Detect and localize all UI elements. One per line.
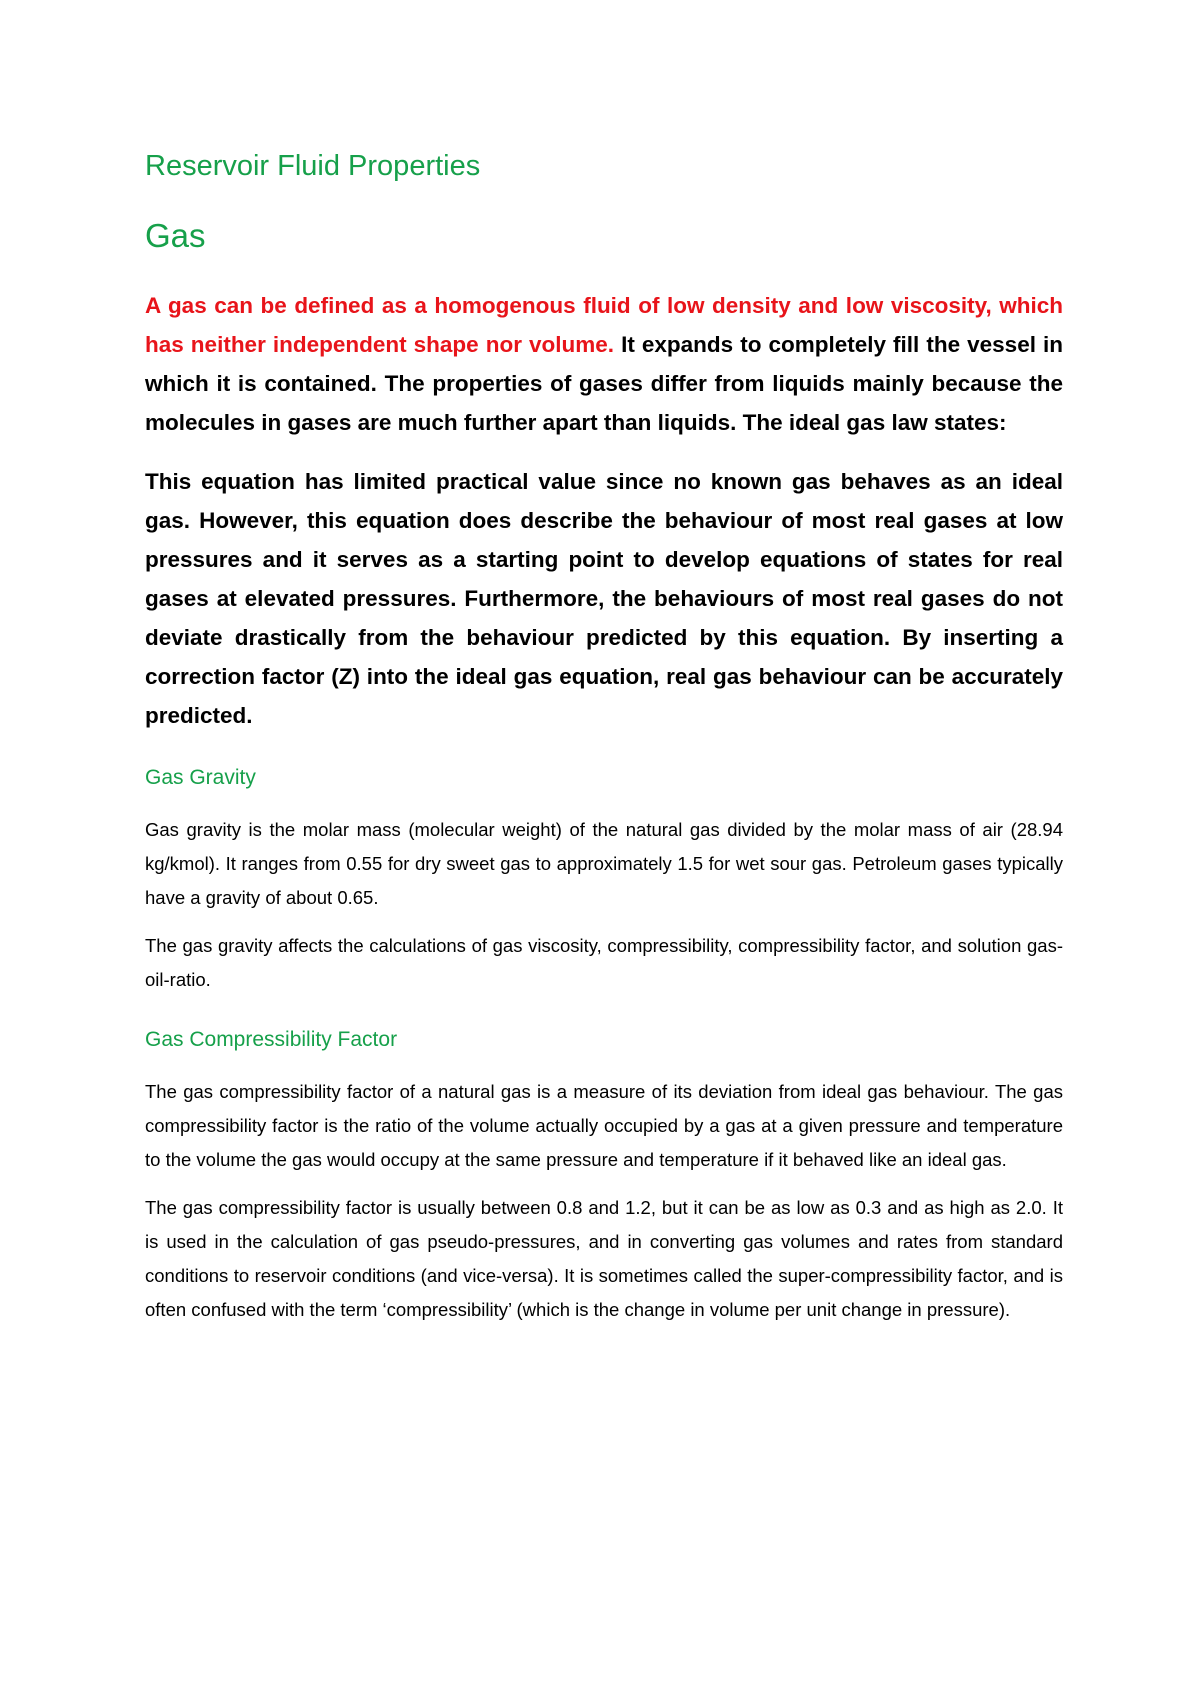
document-title: Reservoir Fluid Properties xyxy=(145,150,481,182)
section-heading-gas: Gas xyxy=(145,217,206,254)
gas-definition-highlight: A gas can be defined as a homogenous fluid of low density and low viscosity, which has neither independent shape nor volume. xyxy=(145,293,1063,357)
ideal-gas-paragraph: This equation has limited practical value since no known gas behaves as an ideal gas. However, this equation does describe the behaviour of most real gases at low pressures and it serves as a starting point to develop equations of states for real gases at elevated pressures. Furthermore, the behaviours of most real gases do not deviate drastically from the behaviour predicted by this equation. By inserting a correction factor (Z) into the ideal gas equation, real gas behaviour can be accurately predicted. xyxy=(145,469,1063,728)
document-page xyxy=(145,148,1063,1327)
gas-definition-text: It expands to completely fill the vessel in which it is contained. The properties of gases differ from liquids mainly because the molecules in gases are much further apart than liquids. The ideal gas law states: xyxy=(145,332,1063,435)
gas-gravity-paragraph-2: The gas gravity affects the calculations of gas viscosity, compressibility, compressibility factor, and solution gas-oil-ratio. xyxy=(145,935,1063,990)
compressibility-paragraph-1: The gas compressibility factor of a natural gas is a measure of its deviation from ideal gas behaviour. The gas compressibility factor is the ratio of the volume actually occupied by a gas at a given pressure and temperature to the volume the gas would occupy at the same pressure and temperature if it behaved like an ideal gas. xyxy=(145,1081,1063,1170)
subheading-compressibility-factor: Gas Compressibility Factor xyxy=(145,1028,398,1051)
gas-definition-paragraph xyxy=(145,286,1063,442)
gas-gravity-paragraph-1: Gas gravity is the molar mass (molecular weight) of the natural gas divided by the molar mass of air (28.94 kg/kmol). It ranges from 0.55 for dry sweet gas to approximately 1.5 for wet sour gas. Petroleum gases typically have a gravity of about 0.65. xyxy=(145,819,1063,908)
subheading-gas-gravity: Gas Gravity xyxy=(145,766,256,789)
compressibility-paragraph-2: The gas compressibility factor is usually between 0.8 and 1.2, but it can be as low as 0.3 and as high as 2.0. It is used in the calculation of gas pseudo-pressures, and in converting gas volumes and rates from standard conditions to reservoir conditions (and vice-versa). It is sometimes called the super-compressibility factor, and is often confused with the term ‘compressibility’ (which is the change in volume per unit change in pressure). xyxy=(145,1197,1063,1320)
